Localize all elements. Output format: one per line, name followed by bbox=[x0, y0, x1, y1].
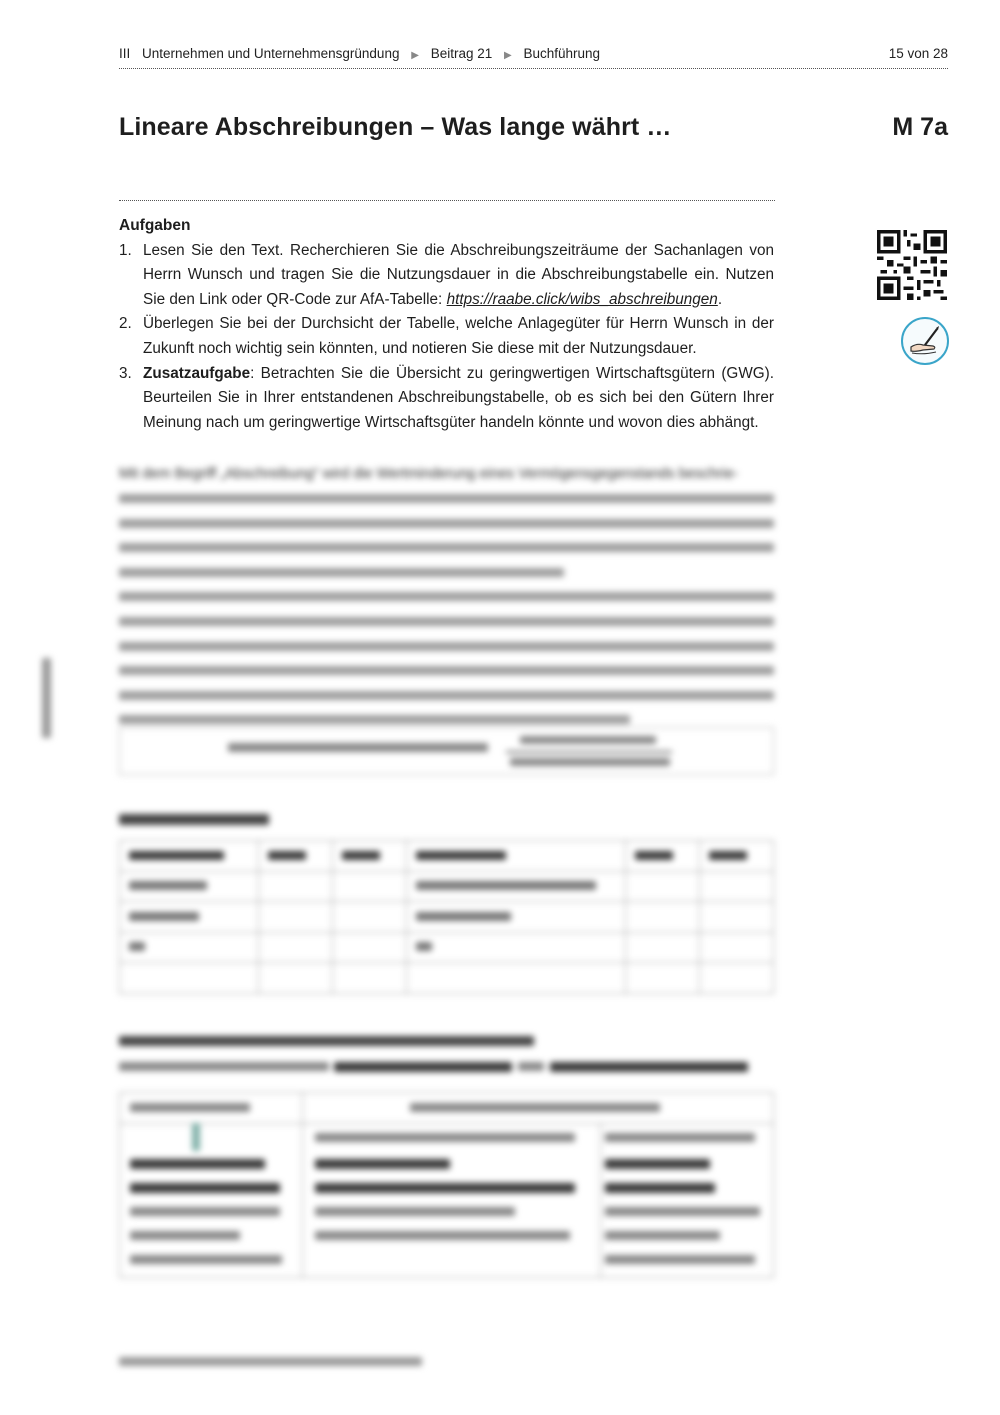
task-heading: Aufgaben bbox=[119, 217, 191, 234]
task-number: 3. bbox=[119, 364, 132, 382]
task-text: Lesen Sie den Text. Recherchieren Sie die Abschreibungszeiträume der Sachanlagen von Herrn Wunsch und tragen Sie die Nutzungsdauer in die Abschreibungstabelle ein. Nutzen Sie den Link oder QR-Code zur AfA-Tabelle: bbox=[143, 241, 774, 308]
page-header bbox=[119, 44, 948, 69]
task-text-end: . bbox=[717, 290, 723, 308]
task-section bbox=[119, 214, 774, 435]
afa-table-link[interactable]: https://raabe.click/wibs_abschreibungen bbox=[446, 290, 718, 308]
intro-text: Mit dem Begriff „Abschreibung“ wird die Wertminderung eines Vermögensgegenstands beschrie- bbox=[119, 466, 739, 482]
task-number: 2. bbox=[119, 315, 132, 333]
table-row bbox=[120, 871, 774, 902]
task-list bbox=[119, 239, 774, 436]
gwg-title bbox=[119, 1036, 534, 1046]
blurred-paragraph bbox=[119, 494, 774, 740]
breadcrumb-unit: Unternehmen und Unternehmensgründung bbox=[142, 46, 400, 61]
task-item bbox=[119, 362, 774, 436]
task-bold-prefix: Zusatzaufgabe bbox=[143, 364, 251, 382]
copyright-note bbox=[42, 658, 51, 738]
table-title bbox=[119, 814, 269, 825]
formula-box bbox=[119, 727, 774, 775]
page-counter: 15 von 28 bbox=[888, 46, 948, 61]
writing-hand-icon bbox=[901, 317, 949, 365]
breadcrumb-arrow-icon: ▶ bbox=[411, 50, 419, 61]
breadcrumb-topic: Buchführung bbox=[523, 46, 601, 61]
table-row bbox=[120, 902, 774, 933]
table-row bbox=[120, 932, 774, 963]
table-row bbox=[120, 841, 774, 872]
page-title: Lineare Abschreibungen – Was lange währt … bbox=[119, 113, 672, 141]
depreciation-table bbox=[119, 840, 774, 994]
divider bbox=[119, 200, 775, 201]
breadcrumb bbox=[119, 46, 608, 61]
gwg-diagram bbox=[119, 1092, 774, 1278]
breadcrumb-section: III bbox=[119, 46, 131, 61]
breadcrumb-article: Beitrag 21 bbox=[430, 46, 493, 61]
qr-code-icon[interactable] bbox=[877, 230, 947, 300]
table-row bbox=[120, 963, 774, 994]
task-item bbox=[119, 239, 774, 313]
task-text: Überlegen Sie bei der Durchsicht der Tabelle, welche Anlagegüter für Herrn Wunsch in der Zukunft noch wichtig sein könnten, und notieren Sie diese mit der Nutzungsdauer. bbox=[143, 315, 774, 357]
footer bbox=[119, 1357, 422, 1366]
task-item bbox=[119, 312, 774, 361]
material-code: M 7a bbox=[892, 113, 948, 141]
task-text: : Betrachten Sie die Übersicht zu geringwertigen Wirtschaftsgütern (GWG). Beurteilen Sie in Ihrer entstandenen Abschreibungstabelle, ob es sich bei den Gütern Ihrer Meinung nach um geringwertige Wirtschaftsgüter handeln könnte und wovon dies abhängt. bbox=[143, 364, 774, 431]
task-number: 1. bbox=[119, 241, 132, 259]
breadcrumb-arrow-icon: ▶ bbox=[504, 50, 512, 61]
